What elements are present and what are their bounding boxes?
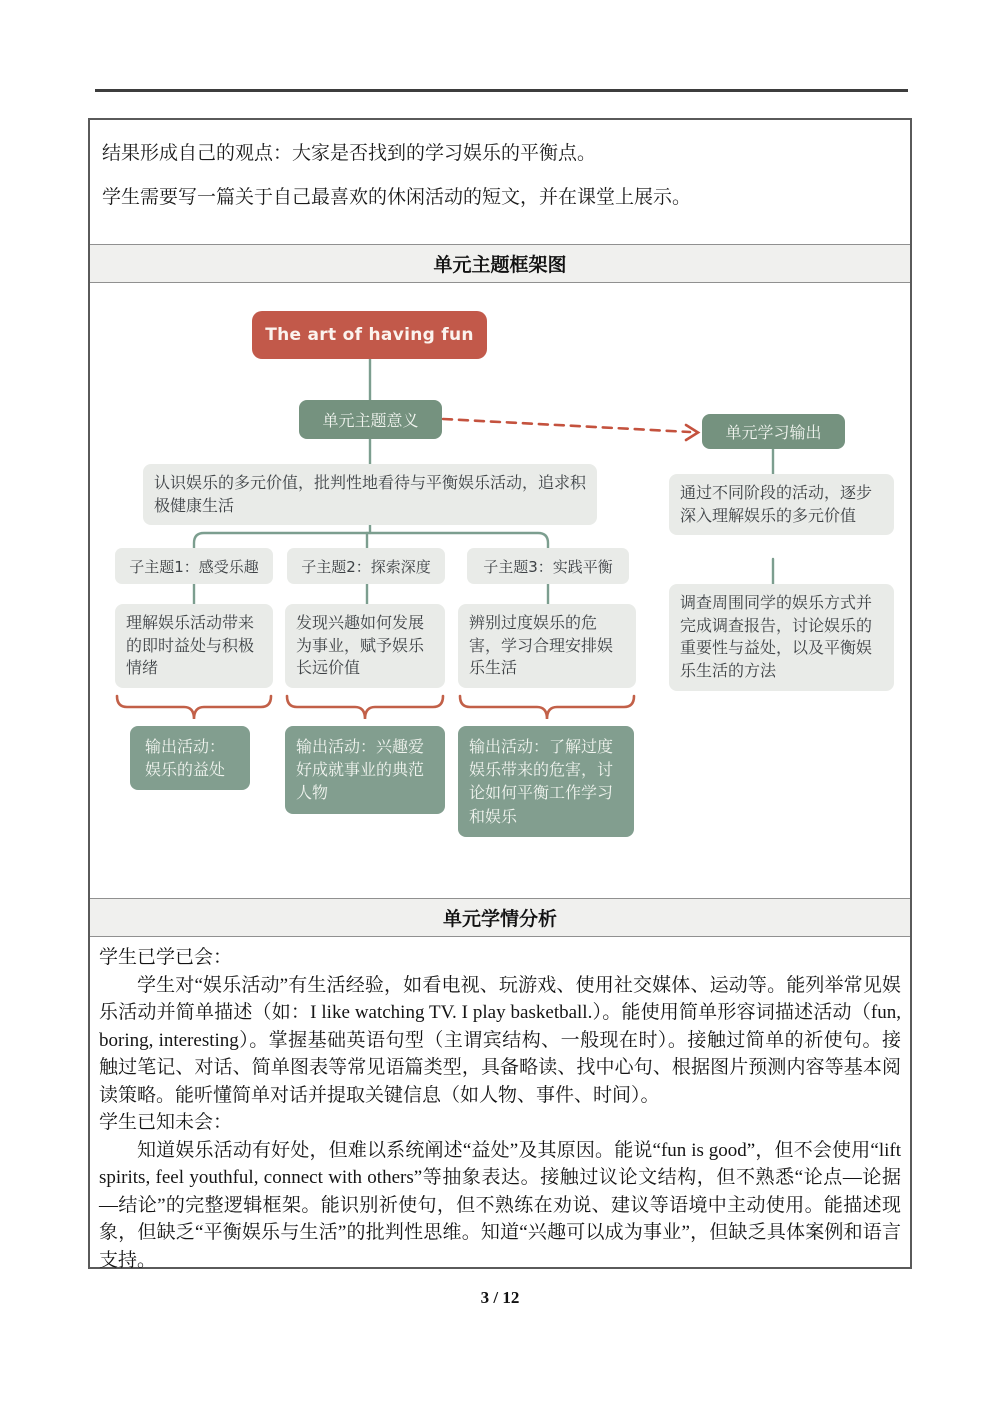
analysis-unknown-body: 知道娱乐活动有好处，但难以系统阐述“益处”及其原因。能说“fun is good”，但不会使用“lift spirits, feel youthful, connect with others”等抽象表达。接触过议论文结构，但不熟悉“论点—论据—结论”的完整逻辑框架。能识别祈使句，但不熟练在劝说、建议等语境中主动使用。能描述现象，但缺乏“平衡娱乐与生活”的批判性思维。知道“兴趣可以成为事业”，但缺乏具体案例和语言支持。 xyxy=(99,1139,901,1271)
bracket-rail xyxy=(194,533,548,548)
intro-paragraph-1: 结果形成自己的观点：大家是否找到的学习娱乐的平衡点。 xyxy=(102,143,597,164)
subtheme-1-detail: 理解娱乐活动带来的即时益处与积极情绪 xyxy=(115,604,273,688)
subtheme-2-label: 子主题2：探索深度 xyxy=(287,548,445,584)
analysis-unknown-title: 学生已知未会： xyxy=(99,1112,233,1133)
brace-connector-2 xyxy=(287,696,443,719)
subtheme-2-detail: 发现兴趣如何发展为事业，赋予娱乐长远价值 xyxy=(285,604,445,688)
subtheme-3-output: 输出活动：了解过度娱乐带来的危害，讨论如何平衡工作学习和娱乐 xyxy=(458,726,634,837)
intro-paragraph-2: 学生需要写一篇关于自己最喜欢的休闲活动的短文，并在课堂上展示。 xyxy=(102,187,692,208)
root-theme-node: The art of having fun xyxy=(252,311,487,359)
subtheme-3-label: 子主题3：实践平衡 xyxy=(467,548,629,584)
intro-cell xyxy=(90,120,910,245)
framework-section-title: 单元主题框架图 xyxy=(433,255,567,276)
analysis-known-body: 学生对“娱乐活动”有生活经验，如看电视、玩游戏、使用社交媒体、运动等。能列举常见娱乐活动并简单描述（如：I like watching TV. I play basketball.）。能使用简单形容词描述活动（fun, boring, interesting）。掌握基础英语句型（主谓宾结构、一般现在时）。接触过简单的祈使句。接触过笔记、对话、简单图表等常见语篇类型，具备略读、找中心句、根据图片预测内容等基本阅读策略。能听懂简单对话并提取关键信息（如人物、事件、时间）。 xyxy=(99,974,901,1106)
learning-output-desc-1: 通过不同阶段的活动，逐步深入理解娱乐的多元价值 xyxy=(669,474,894,535)
brace-connector-1 xyxy=(117,696,271,719)
theme-meaning-node: 单元主题意义 xyxy=(299,400,442,439)
content-table xyxy=(88,118,912,1269)
theme-meaning-desc: 认识娱乐的多元价值，批判性地看待与平衡娱乐活动，追求积极健康生活 xyxy=(143,464,597,525)
subtheme-1-output: 输出活动：娱乐的益处 xyxy=(130,726,250,790)
subtheme-2-output: 输出活动：兴趣爱好成就事业的典范人物 xyxy=(285,726,445,814)
brace-connector-3 xyxy=(460,696,634,719)
analysis-section-title: 单元学情分析 xyxy=(442,909,557,930)
page-number: 3 / 12 xyxy=(480,1288,520,1307)
analysis-cell xyxy=(90,937,910,1271)
header-rule xyxy=(95,89,908,92)
learning-output-desc-2: 调查周围同学的娱乐方式并完成调查报告，讨论娱乐的重要性与益处，以及平衡娱乐生活的方法 xyxy=(669,584,894,691)
framework-section-header xyxy=(90,245,910,283)
subtheme-3-detail: 辨别过度娱乐的危害，学习合理安排娱乐生活 xyxy=(458,604,636,688)
subtheme-1-label: 子主题1：感受乐趣 xyxy=(115,548,273,584)
analysis-known-title: 学生已学已会： xyxy=(99,947,233,968)
learning-output-node: 单元学习输出 xyxy=(702,414,845,449)
framework-diagram-cell xyxy=(90,283,910,899)
dashed-arrow-line xyxy=(443,419,690,432)
analysis-section-header xyxy=(90,899,910,937)
